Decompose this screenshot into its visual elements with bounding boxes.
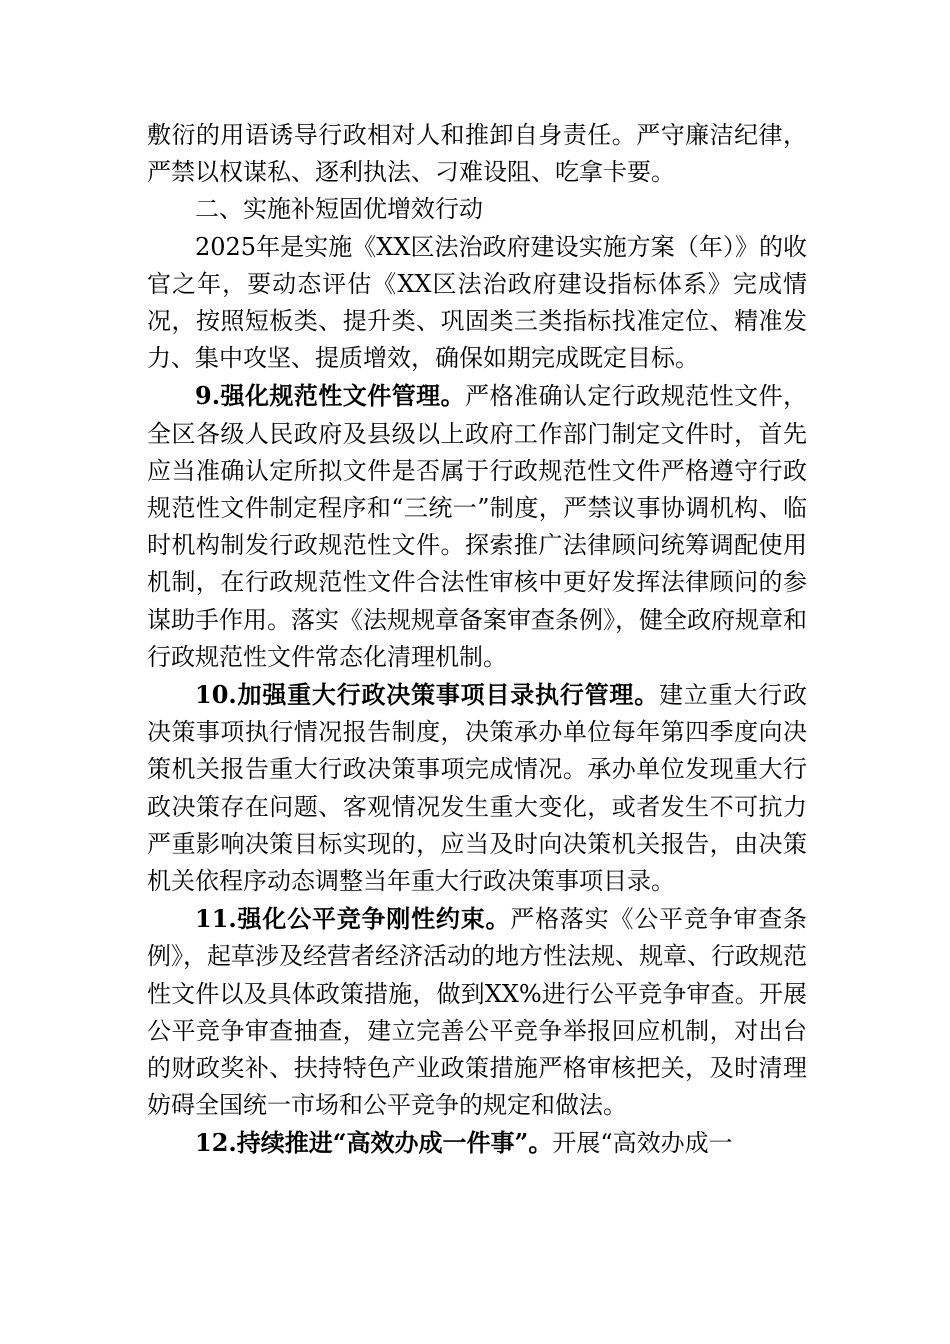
document-page <box>147 117 807 1163</box>
intro-paragraph: 敷衍的用语诱导行政相对人和推卸自身责任。严守廉洁纪律，严禁以权谋私、逐利执法、刁难设阻、吃拿卡要。 <box>147 121 807 187</box>
item-paragraph-9 <box>147 377 807 676</box>
item-paragraph-11 <box>147 900 807 1124</box>
section-intro-paragraph: 2025年是实施《XX区法治政府建设实施方案（年）》的收官之年，要动态评估《XX区法治政府建设指标体系》完成情况，按照短板类、提升类、巩固类三类指标找准定位、精准发力、集中攻坚、提质增效，确保如期完成既定目标。 <box>147 232 807 373</box>
item-title-10: 10.加强重大行政决策事项目录执行管理。 <box>195 680 660 710</box>
item-body-9: 严格准确认定行政规范性文件，全区各级人民政府及县级以上政府工作部门制定文件时，首先应当准确认定所拟文件是否属于行政规范性文件严格遵守行政规范性文件制定程序和“三统一”制度，严禁议事协调机构、临时机构制发行政规范性文件。探索推广法律顾问统筹调配使用机制，在行政规范性文件合法性审核中更好发挥法律顾问的参谋助手作用。落实《法规规章备案审查条例》，健全政府规章和行政规范性文件常态化清理机制。 <box>147 382 808 671</box>
item-body-10: 建立重大行政决策事项执行情况报告制度，决策承办单位每年第四季度向决策机关报告重大行政决策事项完成情况。承办单位发现重大行政决策存在问题、客观情况发生重大变化，或者发生不可抗力严重影响决策目标实现的，应当及时向决策机关报告，由决策机关依程序动态调整当年重大行政决策事项目录。 <box>147 681 807 896</box>
item-body-11: 严格落实《公平竞争审查条例》，起草涉及经营者经济活动的地方性法规、规章、行政规范性文件以及具体政策措施，做到XX%进行公平竞争审查。开展公平竞争审查抽查，建立完善公平竞争举报回应机制，对出台的财政奖补、扶持特色产业政策措施严格审核把关，及时清理妨碍全国统一市场和公平竞争的规定和做法。 <box>147 905 808 1120</box>
section-heading: 二、实施补短固优增效行动 <box>195 195 483 224</box>
item-paragraph-12 <box>147 1124 807 1162</box>
item-title-12: 12.持续推进“高效办成一件事”。 <box>195 1128 553 1158</box>
item-body-12: 开展“高效办成一 <box>552 1129 733 1158</box>
item-title-9: 9.强化规范性文件管理。 <box>195 381 466 411</box>
item-paragraph-10 <box>147 676 807 900</box>
item-title-11: 11.强化公平竞争刚性约束。 <box>195 904 511 934</box>
